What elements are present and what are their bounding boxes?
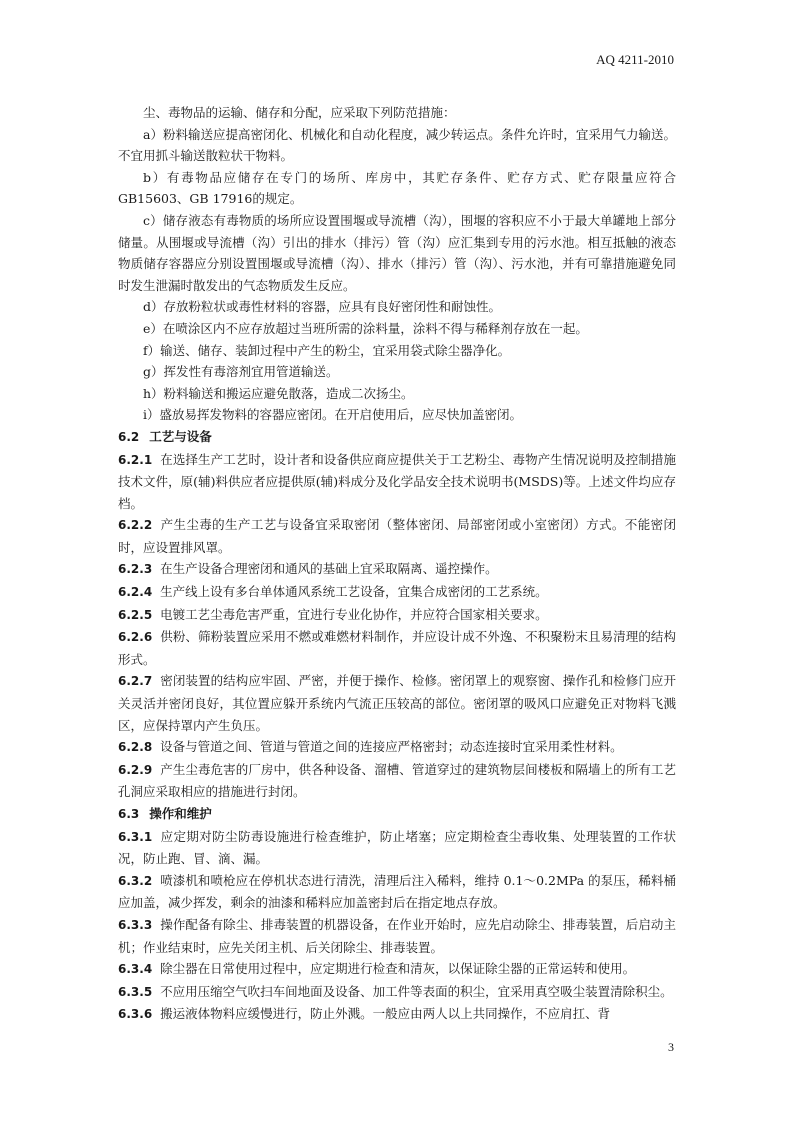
clause-6-2-5 [118, 604, 676, 627]
clause-6-2-3 [118, 558, 676, 581]
clause-6-2-8 [118, 736, 676, 759]
clause-6-3-6 [118, 1003, 676, 1026]
clause-6-3-3 [118, 914, 676, 958]
clause-6-2-2 [118, 514, 676, 558]
clause-number: 6.2.5 [118, 607, 153, 622]
clause-number: 6.2.8 [118, 740, 153, 755]
clause-text: 喷漆机和喷枪应在停机状态进行清洗，清理后注入稀料，维持 0.1～0.2MPa 的泵压，稀料桶应加盖，减少挥发，剩余的油漆和稀料应加盖密封后在指定地点存放。 [118, 872, 676, 911]
intro-paragraph: 尘、毒物品的运输、储存和分配，应采取下列防范措施： [143, 105, 456, 120]
list-item-b: b）有毒物品应储存在专门的场所、库房中，其贮存条件、贮存方式、贮存限量应符合GB15603、GB 17916的规定。 [118, 169, 676, 207]
clause-number: 6.2.6 [118, 630, 153, 645]
section-number: 6.3 [118, 807, 140, 821]
list-item-i: i）盛放易挥发物料的容器应密闭。在开启使用后，应尽快加盖密闭。 [143, 407, 522, 423]
clause-text: 不应用压缩空气吹扫车间地面及设备、加工件等表面的积尘，宜采用真空吸尘装置清除积尘。 [160, 983, 673, 999]
clause-6-3-1 [118, 826, 676, 870]
clause-number: 6.2.3 [118, 562, 153, 577]
clause-6-2-7 [118, 670, 676, 736]
clause-number: 6.2.2 [118, 518, 153, 533]
clause-6-3-5 [118, 981, 676, 1004]
list-item-f: f）输送、储存、装卸过程中产生的粉尘，宜采用袋式除尘器净化。 [143, 342, 511, 358]
clause-number: 6.2.9 [118, 762, 153, 777]
clause-6-3-4 [118, 958, 676, 981]
clause-text: 操作配备有除尘、排毒装置的机器设备，在作业开始时，应先启动除尘、排毒装置，后启动主机；作业结束时，应先关闭主机、后关闭除尘、排毒装置。 [118, 916, 676, 955]
document-body [118, 102, 676, 1026]
clause-text: 除尘器在日常使用过程中，应定期进行检查和清灰，以保证除尘器的正常运转和使用。 [160, 961, 636, 977]
clause-6-2-9 [118, 759, 676, 803]
list-item-e: e）在喷涂区内不应存放超过当班所需的涂料量，涂料不得与稀释剂存放在一起。 [143, 320, 588, 336]
clause-text: 电镀工艺尘毒危害严重，宜进行专业化协作，并应符合国家相关要求。 [160, 606, 548, 622]
clause-number: 6.2.7 [118, 674, 153, 689]
clause-text: 密闭装置的结构应牢固、严密，并便于操作、检修。密闭罩上的观察窗、操作孔和检修门应开关灵活并密闭良好，其位置应躲开系统内气流正压较高的部位。密闭罩的吸风口应避免正对物料飞溅区，应保持罩内产生负压。 [118, 673, 676, 733]
clause-text: 生产线上设有多台单体通风系统工艺设备，宜集合成密闭的工艺系统。 [160, 584, 548, 600]
clause-number: 6.3.6 [118, 1007, 153, 1022]
list-item-c: c）储存液态有毒物质的场所应设置围堰或导流槽（沟），围堰的容积应不小于最大单罐地上部分储量。从围堰或导流槽（沟）引出的排水（排污）管（沟）应汇集到专用的污水池。相互抵触的液态物质储存容器应分别设置围堰或导流槽（沟）、排水（排污）管（沟）、污水池，并有可靠措施避免同时发生泄漏时散发出的气态物质发生反应。 [118, 212, 676, 293]
clause-text: 在选择生产工艺时，设计者和设备供应商应提供关于工艺粉尘、毒物产生情况说明及控制措施技术文件，原(辅)料供应者应提供原(辅)料成分及化学品安全技术说明书(MSDS)等。上述文件均应存档。 [118, 451, 676, 511]
clause-6-2-1 [118, 449, 676, 515]
clause-number: 6.3.2 [118, 873, 153, 888]
clause-text: 在生产设备合理密闭和通风的基础上宜采取隔离、遥控操作。 [160, 561, 498, 577]
clause-6-3-2 [118, 870, 676, 914]
clause-number: 6.2.1 [118, 452, 153, 467]
clause-number: 6.3.1 [118, 829, 153, 844]
list-item-g: g）挥发性有毒溶剂宜用管道输送。 [143, 364, 339, 380]
list-item-h: h）粉料输送和搬运应避免散落，造成二次扬尘。 [143, 385, 414, 401]
section-number: 6.2 [118, 429, 140, 444]
clause-text: 应定期对防尘防毒设施进行检查维护，防止堵塞；应定期检查尘毒收集、处理装置的工作状况，防止跑、冒、滴、漏。 [118, 828, 676, 867]
standard-number: AQ 4211-2010 [596, 52, 674, 67]
clause-6-2-4 [118, 581, 676, 604]
list-item-d: d）存放粉粒状或毒性材料的容器，应具有良好密闭性和耐蚀性。 [143, 299, 502, 315]
section-heading-6-2 [118, 426, 676, 449]
clause-6-2-6 [118, 626, 676, 670]
section-title: 操作和维护 [149, 806, 212, 821]
clause-text: 产生尘毒的生产工艺与设备宜采取密闭（整体密闭、局部密闭或小室密闭）方式。不能密闭时，应设置排风罩。 [118, 517, 676, 555]
section-heading-6-3 [118, 803, 676, 826]
clause-text: 搬运液体物料应缓慢进行，防止外溅。一般应由两人以上共同操作，不应肩扛、背 [160, 1006, 611, 1022]
clause-text: 供粉、筛粉装置应采用不燃或难燃材料制作，并应设计成不外逸、不积聚粉末且易清理的结构形式。 [118, 629, 676, 667]
list-item-a: a）粉料输送应提高密闭化、机械化和自动化程度，减少转运点。条件允许时，宜采用气力输送。不宜用抓斗输送散粒状干物料。 [118, 126, 676, 164]
clause-number: 6.3.3 [118, 917, 153, 932]
clause-text: 设备与管道之间、管道与管道之间的连接应严格密封；动态连接时宜采用柔性材料。 [160, 739, 623, 755]
clause-text: 产生尘毒危害的厂房中，供各种设备、溜槽、管道穿过的建筑物层间楼板和隔墙上的所有工艺孔洞应采取相应的措施进行封闭。 [118, 761, 676, 800]
section-title: 工艺与设备 [149, 428, 212, 444]
page-number: 3 [668, 1040, 674, 1054]
clause-number: 6.3.5 [118, 984, 153, 999]
clause-number: 6.2.4 [118, 585, 153, 600]
clause-number: 6.3.4 [118, 962, 153, 977]
